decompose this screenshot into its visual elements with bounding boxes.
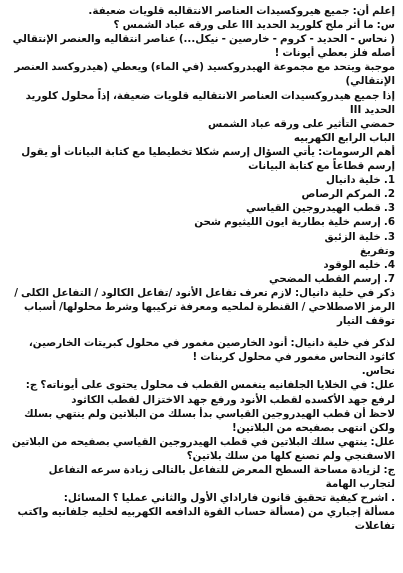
galvanic-cell-reason: علل: في الخلايا الجلفانيه ينغمس القطب ف محلول يحتوى على أيوناته؟ ج: لرفع جهد الأكسده لقطب الأنود ورفع جهد الاختزال لقطب الكاثود: [25, 379, 395, 406]
list-item-lead-accumulator: 2. المركم الرصاص: [301, 188, 395, 201]
hydrogen-electrode-note: لاحظ أن قطب الهيدروجين القياسي بدأ بسلك من البلاتين ولم ينتهي بسلك ولكن انتهى بصفيحه من البلاتين!: [24, 407, 395, 434]
daniell-cell-requirements: ذكر في خلية دانيال: لازم تعرف تفاعل الأنود /تفاعل الكالود / التفاعل الكلى /الرمز الاصطلاحي / القنطرة لملحيه ومعرفة تركيبها وشرط محلولها/ أسباب توقف التيار: [14, 286, 395, 328]
platinum-sheet-question: علل: ينتهي سلك البلاتين في قطب الهيدروجين القياسي بصفيحه من البلاتين الاسفنجي ولم تصنع كلها من سلك بلاتين؟: [11, 435, 395, 462]
hydroxide-explanation: موجبة ويتحد مع مجموعة الهيدروكسيد (في الماء) ويعطي (هيدروكسد العنصر الإنتقالي): [14, 61, 395, 88]
drawings-instruction: أهم الرسومات: يأتي السؤال إرسم شكلا تخطيطيا مع كتابة البيانات أو يقول إرسم قطاعاً مع كتابة البيانات: [21, 145, 395, 173]
list-item-discharge: وتفريغ: [360, 244, 395, 257]
list-item-hydrogen-electrode: 3. قطب الهيدروجين القياسي: [246, 202, 395, 215]
transition-elements-list: ( نحاس - الحديد - كروم - خارصين - نيكل...) عناصر انتقاليه والعنصر الإنتقالي أصله فلز بعطي أيونات !: [12, 33, 395, 60]
daniell-cell-description: لذكر في خلية دانيال: أنود الخارصين مغمور في محلول كبريتات الخارصين، كاثود النحاس مغمور في محلول كربنات !: [28, 337, 395, 364]
list-item-daniell-cell: 1. خلية دانيال: [325, 174, 395, 187]
list-item-sacrificial-electrode: 7. إرسم القطب المضحي: [268, 272, 395, 285]
faraday-question: . اشرح كيفية تحقيق قانون فاراداي الأول والثاني عمليا ؟ المسائل:: [63, 492, 395, 505]
mandatory-problem-line: مسألة إجباري من (مسألة حساب القوة الدافعه الكهربيه لخليه جلفانيه واكتب تفاعلات: [17, 506, 395, 533]
iron-chloride-conclusion: إذا جميع هيدروكسيدات العناصر الانتقاليه قلويات ضعيفة، إذاً محلول كلوريد الحديد III: [25, 89, 395, 116]
list-item-mercury-cell: 3. خلية الزئبق: [324, 230, 395, 243]
question-iron-chloride: س: ما أثر ملح كلوريد الحديد III على ورقه عباد الشمس ؟: [113, 19, 395, 32]
list-item-lithium-battery: 6. إرسم خلية بطارية ايون الليثيوم شحن: [194, 216, 395, 229]
copper-word: نحاس.: [361, 365, 395, 378]
important-experiments-heading: لتجارب الهامة: [325, 478, 395, 491]
note-weak-bases: إعلم أن: جميع هيروكسيدات العناصر الانتقاليه قلويات ضعيفة.: [88, 5, 395, 17]
list-item-fuel-cell: 4. خليه الوقود: [323, 258, 395, 271]
paragraph-gap: [2, 328, 395, 336]
chapter-heading: الباب الرابع الكهربيه: [293, 131, 395, 144]
acidic-effect-line: حمضي التأثير على ورقه عباد الشمس: [208, 117, 395, 130]
platinum-sheet-answer: ج: لزيادة مساحة السطح المعرض للتفاعل بالتالى زيادة سرعه التفاعل: [48, 464, 395, 476]
